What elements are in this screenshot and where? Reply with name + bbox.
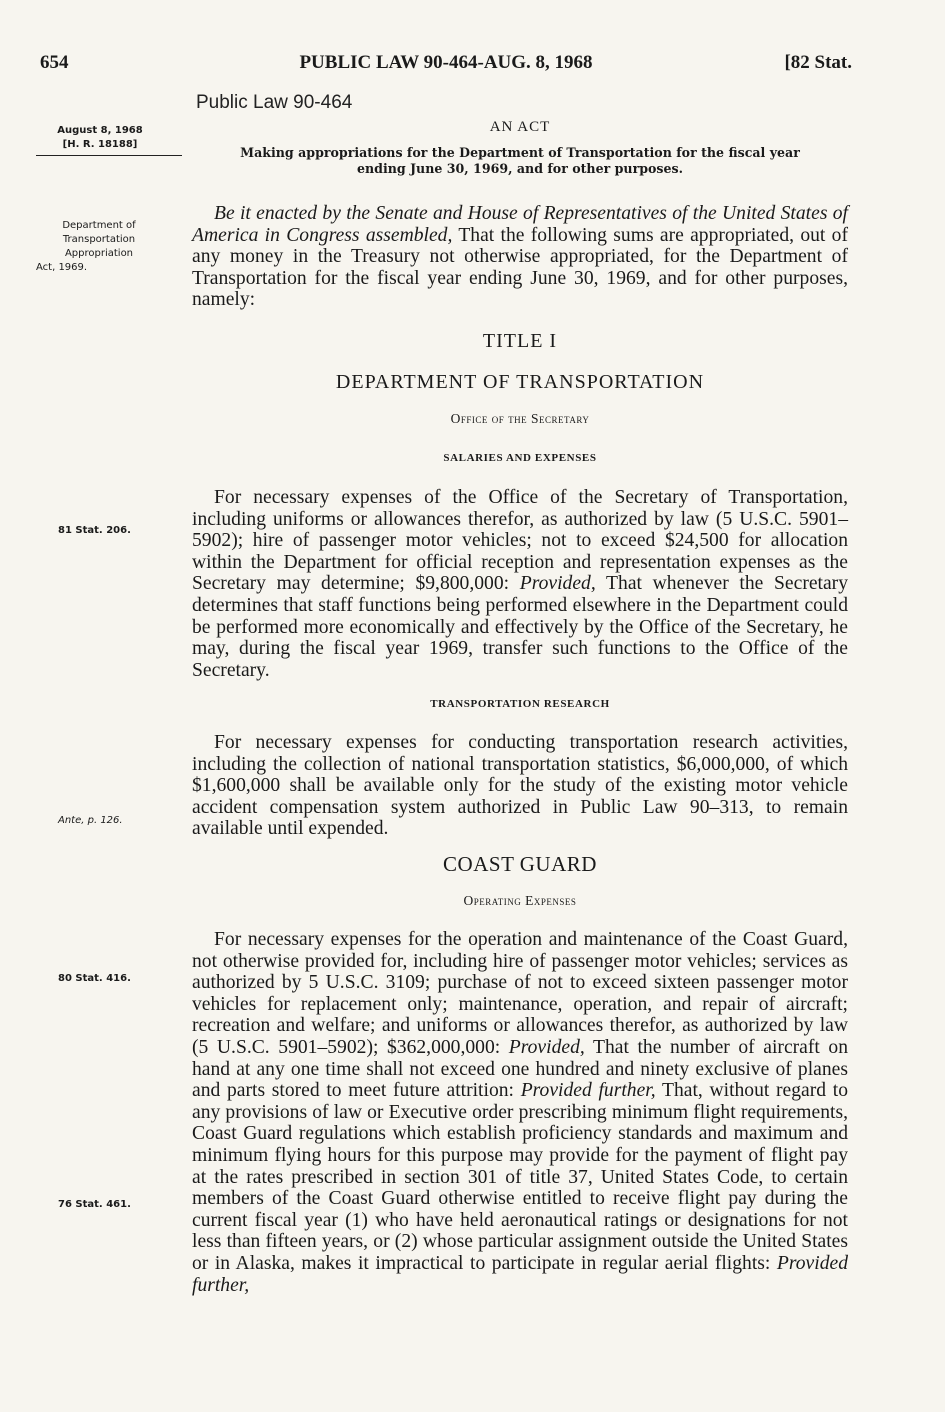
act-title bbox=[192, 145, 848, 177]
margin-note-80-stat: 80 Stat. 416. bbox=[58, 973, 131, 984]
provided-proviso: Provided, bbox=[519, 573, 596, 595]
enacting-clause bbox=[192, 203, 848, 311]
margin-act-name bbox=[36, 219, 162, 275]
margin-act-line: Act, 1969. bbox=[36, 262, 88, 273]
office-heading: Office of the Secretary bbox=[450, 411, 590, 426]
margin-note-81-stat: 81 Stat. 206. bbox=[58, 525, 131, 536]
margin-act-line: Transportation bbox=[62, 234, 136, 245]
salaries-heading: SALARIES AND EXPENSES bbox=[443, 452, 597, 464]
act-title-line: Making appropriations for the Department of Transportation for the fiscal year bbox=[240, 145, 800, 160]
provided-further-proviso: Provided further, bbox=[520, 1080, 656, 1102]
operating-expenses-paragraph bbox=[192, 929, 848, 1296]
margin-note-ante: Ante, p. 126. bbox=[58, 815, 123, 826]
margin-date-bill bbox=[36, 124, 164, 152]
research-text: For necessary expenses for conducting transportation research activities, including the collection of national transportation statistics, $6,000,000, of which $1,600,000 shall be available only for the study of the existing motor vehicle accident compensation system authorized in Public Law 90–313, to remain available until expended. bbox=[192, 732, 848, 840]
margin-bill: [H. R. 18188] bbox=[62, 139, 138, 150]
page-number: 654 bbox=[40, 52, 69, 73]
department-heading: DEPARTMENT OF TRANSPORTATION bbox=[335, 371, 705, 393]
coast-guard-heading: COAST GUARD bbox=[443, 852, 597, 876]
cg-text-cont: That the number of aircraft on hand at any one time shall not exceed one hundred and ninety exclusive of planes and parts stored to meet future attrition: bbox=[192, 1036, 848, 1102]
margin-act-line: Department of bbox=[62, 220, 136, 231]
cg-text-cont2: That, without regard to any provisions of law or Executive order prescribing minimum flight requirements, Coast Guard regulations which establish proficiency standards and maximum and minimum flying hours for this purpose may provide for the payment of flight pay at the rates prescribed in section 301 of title 37, United States Code, to certain members of the Coast Guard otherwise entitled to receive flight pay during the current fiscal year (1) who have held aeronautical ratings or designations for not less than fifteen years, or (2) whose particular assignment outside the United States or in Alaska, makes it impractical to participate in regular aerial flights: bbox=[192, 1080, 849, 1274]
an-act-label: AN ACT bbox=[489, 119, 551, 135]
title-i-heading: TITLE I bbox=[482, 330, 558, 352]
running-head-title: PUBLIC LAW 90-464-AUG. 8, 1968 bbox=[299, 52, 593, 73]
enacting-text: That the following sums are appropriated, out of any money in the Treasury not otherwise appropriated, for the Department of Transportation for the fiscal year ending June 30, 1969, and for other purposes, namely: bbox=[192, 224, 848, 311]
margin-act-line: Appropriation bbox=[64, 248, 134, 259]
research-heading: TRANSPORTATION RESEARCH bbox=[430, 698, 610, 710]
cg-text: For necessary expenses for the operation and maintenance of the Coast Guard, not otherwise provided for, including hire of passenger motor vehicles; services as authorized by 5 U.S.C. 3109; purchase of not to exceed sixteen passenger motor vehicles for replacement only; maintenance, operation, and repair of aircraft; recreation and welfare; and uniforms or allowances therefor, as authorized by law (5 U.S.C. 5901–5902); $362,000,000: bbox=[192, 929, 848, 1058]
margin-divider bbox=[36, 155, 182, 156]
margin-date: August 8, 1968 bbox=[57, 125, 143, 136]
salaries-paragraph bbox=[192, 487, 848, 681]
margin-note-76-stat: 76 Stat. 461. bbox=[58, 1199, 131, 1210]
law-name: Public Law 90-464 bbox=[196, 92, 353, 113]
salaries-text-cont: That whenever the Secretary determines that staff functions being performed elsewhere in the Department could be performed more economically and effectively by the Office of the Secretary, he may, during the fiscal year 1969, transfer such functions to the Office of the Secretary. bbox=[192, 573, 849, 681]
provided-proviso: Provided, bbox=[508, 1036, 585, 1058]
act-title-line: ending June 30, 1969, and for other purposes. bbox=[356, 161, 684, 176]
salaries-text: For necessary expenses of the Office of the Secretary of Transportation, including uniforms or allowances therefor, as authorized by law (5 U.S.C. 5901–5902); hire of passenger motor vehicles; not to exceed $24,500 for allocation within the Department for official reception and representation expenses as the Secretary may determine; $9,800,000: bbox=[192, 487, 848, 595]
research-paragraph bbox=[192, 732, 848, 840]
enacting-formula: Be it enacted by the Senate and House of Representatives of the United States of America in Congress assembled, bbox=[192, 203, 848, 246]
operating-expenses-heading: Operating Expenses bbox=[463, 893, 577, 908]
statute-reference: [82 Stat. bbox=[784, 52, 852, 73]
provided-further-proviso-2: Provided further, bbox=[192, 1252, 848, 1296]
